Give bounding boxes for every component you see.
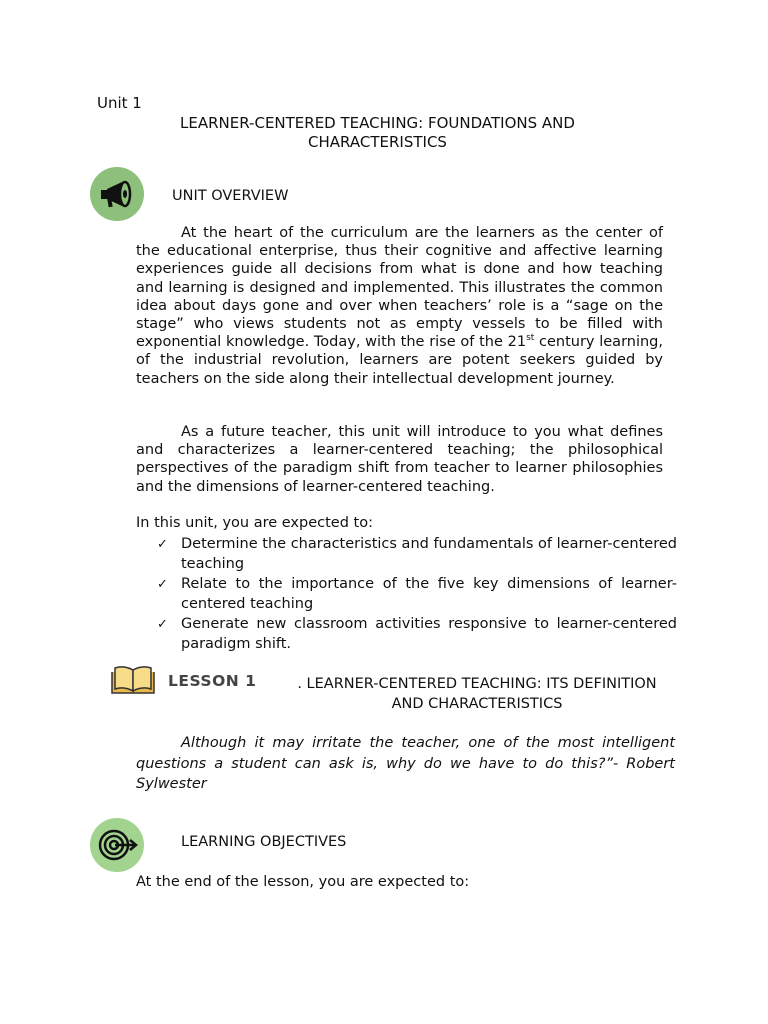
megaphone-icon <box>90 167 144 221</box>
overview-paragraph-2: As a future teacher, this unit will introduce to you what defines and characterizes a learner-centered teaching; the philosophical perspectives of the paradigm shift from teacher to learner philosophies and the dimensions of learner-centered teaching. <box>136 424 663 495</box>
unit-label: Unit 1 <box>97 94 142 112</box>
checkmark-icon: ✓ <box>157 537 168 552</box>
list-item: ✓ Generate new classroom activities responsive to learner-centered paradigm shift. <box>157 616 677 652</box>
unit-overview-heading: UNIT OVERVIEW <box>172 188 289 204</box>
book-icon <box>110 664 156 696</box>
lesson-title: . LEARNER-CENTERED TEACHING: ITS DEFINITION AND CHARACTERISTICS <box>297 676 657 712</box>
list-item: ✓ Determine the characteristics and fundamentals of learner-centered teaching <box>157 536 677 572</box>
lesson-expectations-intro: At the end of the lesson, you are expected to: <box>136 874 470 890</box>
lesson-quote: Although it may irritate the teacher, one of the most intelligent questions a student can ask is, why do we have to do this?”- Robert Sylwester <box>136 735 675 792</box>
target-icon <box>90 818 144 872</box>
lesson-label: LESSON 1 <box>168 672 257 690</box>
unit-objectives-list <box>157 535 677 655</box>
list-item: ✓ Relate to the importance of the five key dimensions of learner-centered teaching <box>157 576 677 612</box>
checkmark-icon: ✓ <box>157 577 168 592</box>
overview-paragraph-1: At the heart of the curriculum are the learners as the center of the educational enterprise, thus their cognitive and affective learning experiences guide all decisions from what is done and how teaching and learning is designed and implemented. This illustrates the common idea about days gone and over when teachers’ role is a “sage on the stage” who views students not as empty vessels to be filled with exponential knowledge. Today, with the rise of the 21st century learning, of the industrial revolution, learners are potent seekers guided by teachers on the side along their intellectual development journey. <box>136 225 663 387</box>
learning-objectives-heading: LEARNING OBJECTIVES <box>181 834 347 850</box>
checkmark-icon: ✓ <box>157 617 168 632</box>
expectations-intro: In this unit, you are expected to: <box>136 515 373 531</box>
unit-title: LEARNER-CENTERED TEACHING: FOUNDATIONS AND CHARACTERISTICS <box>180 114 575 151</box>
